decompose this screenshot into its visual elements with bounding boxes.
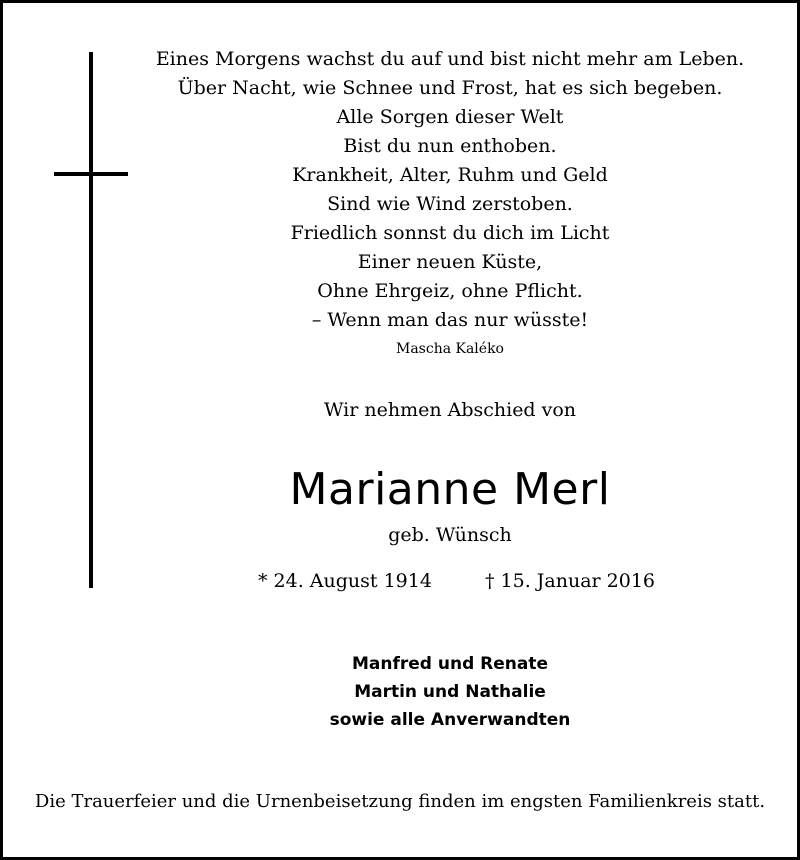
mourner-line: Manfred und Renate <box>351 654 549 674</box>
cross-icon-horizontal-bar <box>54 172 128 176</box>
death-date: † 15. Januar 2016 <box>485 570 656 592</box>
poem <box>150 45 750 335</box>
birth-date: * 24. August 1914 <box>258 570 432 592</box>
mourners <box>150 650 750 734</box>
poem-line: Einer neuen Küste, <box>357 251 543 273</box>
mourner-line: sowie alle Anverwandten <box>329 710 571 730</box>
farewell-intro: Wir nehmen Abschied von <box>323 399 577 421</box>
poem-author: Mascha Kaléko <box>395 341 504 357</box>
maiden-name: geb. Wünsch <box>388 524 512 546</box>
poem-line: – Wenn man das nur wüsste! <box>311 309 589 331</box>
poem-line: Über Nacht, wie Schnee und Frost, hat es sich begeben. <box>177 77 723 99</box>
poem-line: Krankheit, Alter, Ruhm und Geld <box>292 164 608 186</box>
mourner-line: Martin und Nathalie <box>354 682 546 702</box>
life-dates <box>150 568 750 594</box>
poem-line: Bist du nun enthoben. <box>343 135 557 157</box>
cross-icon-vertical-bar <box>89 52 93 588</box>
poem-line: Friedlich sonnst du dich im Licht <box>290 222 610 244</box>
funeral-note: Die Trauerfeier und die Urnenbeisetzung finden im engsten Familienkreis statt. <box>34 791 766 812</box>
deceased-name: Marianne Merl <box>289 464 611 515</box>
poem-line: Eines Morgens wachst du auf und bist nicht mehr am Leben. <box>155 48 745 70</box>
poem-line: Alle Sorgen dieser Welt <box>336 106 564 128</box>
poem-line: Sind wie Wind zerstoben. <box>327 193 573 215</box>
poem-line: Ohne Ehrgeiz, ohne Pflicht. <box>317 280 583 302</box>
